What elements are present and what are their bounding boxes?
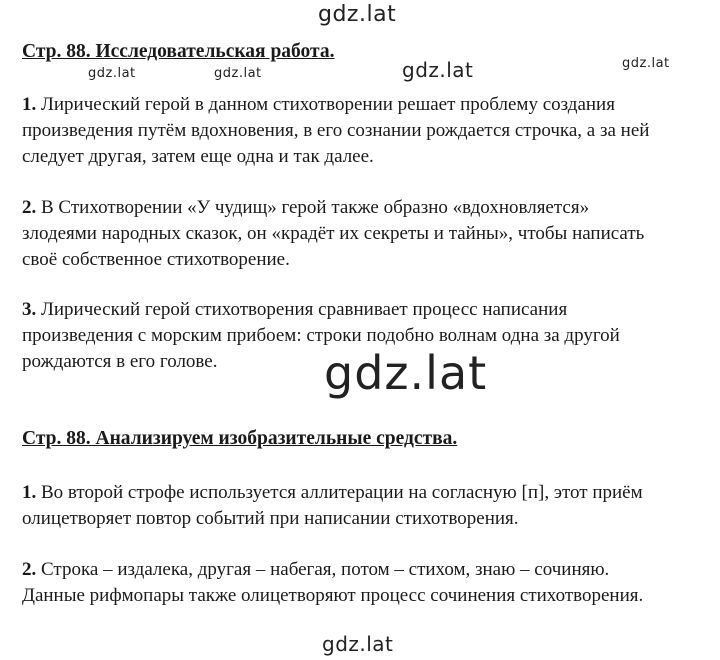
line-text: Во второй строфе используется аллитерации на согласную [п], этот приём: [41, 482, 643, 503]
watermark-bottom: gdz.lat: [322, 632, 394, 656]
paragraph-line: рождаются в его голове.: [22, 351, 218, 372]
watermark-large: gdz.lat: [324, 346, 488, 400]
watermark-top: gdz.lat: [318, 2, 397, 27]
paragraph-line: [22, 480, 712, 506]
paragraph-line: произведения путём вдохновения, в его сознании рождается строчка, а за ней: [22, 120, 650, 141]
item-number: 2.: [22, 559, 37, 580]
paragraph-line: своё собственное стихотворение.: [22, 249, 290, 270]
item-number: 2.: [22, 197, 37, 218]
watermark-right: gdz.lat: [622, 56, 670, 71]
paragraph-line: следует другая, затем еще одна и так далее.: [22, 146, 374, 167]
item-number: 1.: [22, 94, 37, 115]
item-number: 3.: [22, 299, 37, 320]
section1-item-2: [22, 195, 712, 273]
paragraph-line: олицетворяет повтор событий при написании стихотворения.: [22, 508, 519, 529]
section1-heading: Стр. 88. Исследовательская работа.: [22, 41, 335, 62]
paragraph-line: [22, 195, 712, 221]
item-number: 1.: [22, 482, 37, 503]
line-text: Лирический герой в данном стихотворении решает проблему создания: [41, 94, 615, 115]
paragraph-line: [22, 557, 712, 583]
watermark-small-center: gdz.lat: [214, 66, 262, 81]
paragraph-line: [22, 92, 712, 118]
line-text: В Стихотворении «У чудищ» герой также образно «вдохновляется»: [41, 197, 590, 218]
paragraph-line: произведения с морским прибоем: строки подобно волнам одна за другой: [22, 325, 620, 346]
watermark-mid: gdz.lat: [402, 58, 474, 82]
watermark-small-left: gdz.lat: [88, 66, 136, 81]
section1-item-1: [22, 92, 712, 170]
line-text: Лирический герой стихотворения сравнивает процесс написания: [41, 299, 568, 320]
paragraph-line: злодеями народных сказок, он «крадёт их секреты и тайны», чтобы написать: [22, 223, 645, 244]
section2-item-1: [22, 480, 712, 532]
paragraph-line: Данные рифмопары также олицетворяют процесс сочинения стихотворения.: [22, 585, 644, 606]
section2-item-2: [22, 557, 712, 609]
paragraph-line: [22, 297, 712, 323]
section2-heading: Стр. 88. Анализируем изобразительные средства.: [22, 428, 458, 449]
line-text: Строка – издалека, другая – набегая, потом – стихом, знаю – сочиняю.: [41, 559, 610, 580]
